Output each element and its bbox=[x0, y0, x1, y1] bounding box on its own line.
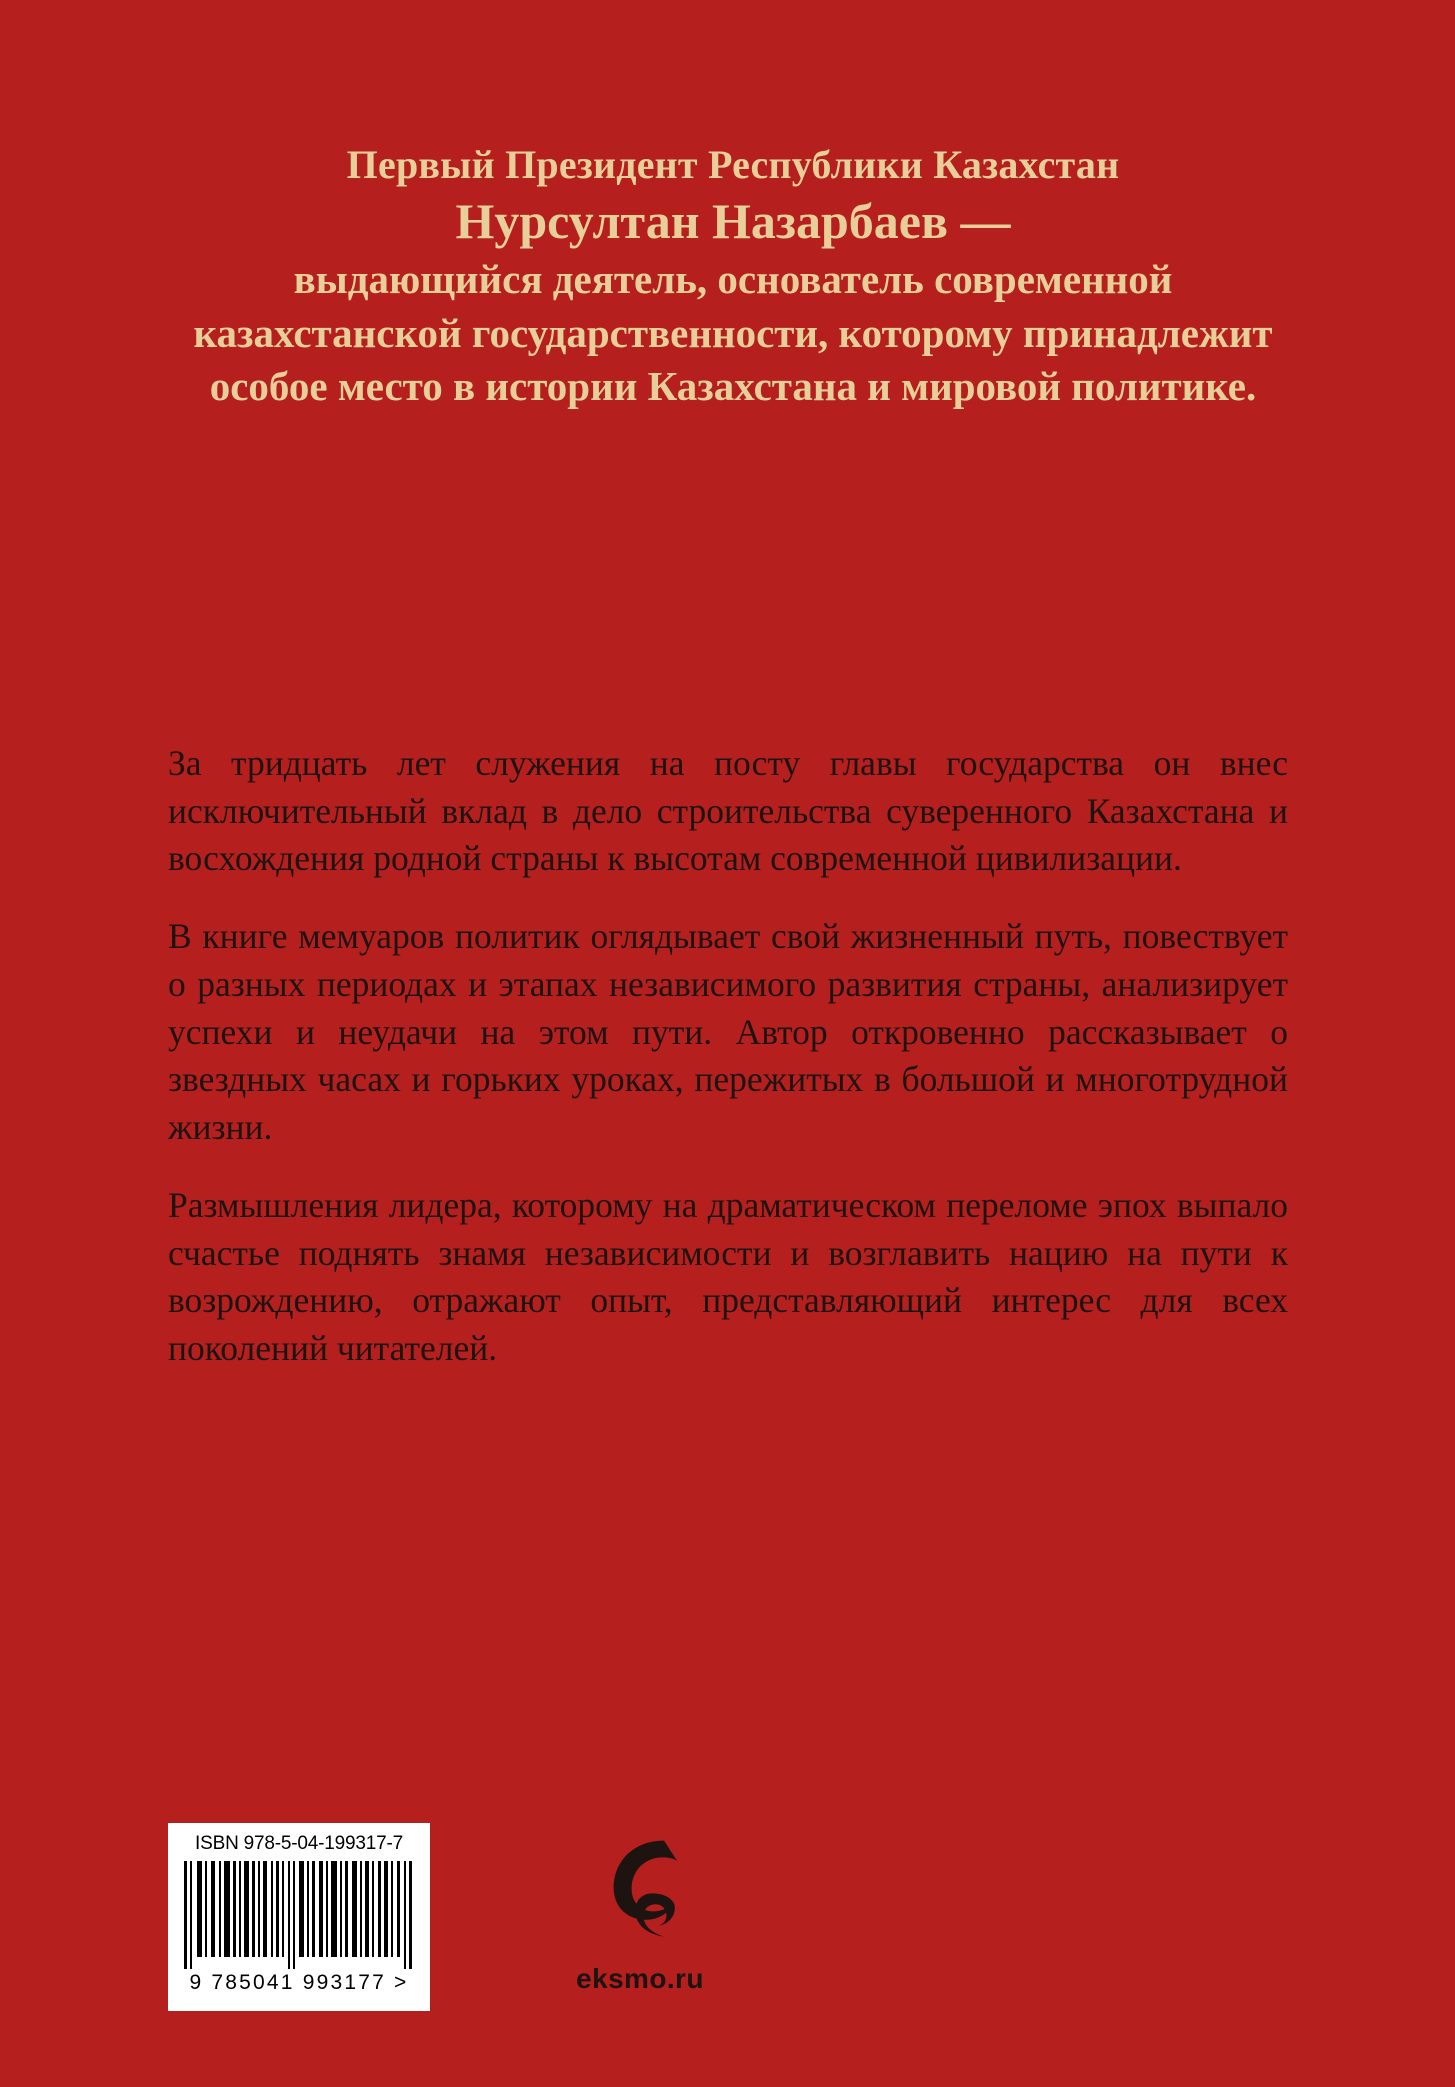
barcode-icon bbox=[178, 1861, 420, 1969]
headline-block bbox=[178, 142, 1288, 413]
publisher-name: eksmo.ru bbox=[576, 1963, 704, 1994]
publisher-block bbox=[510, 1831, 770, 1995]
headline-line-1: Первый Президент Республики Казахстан bbox=[346, 142, 1120, 187]
headline-line-3: выдающийся деятель, основатель современной казахстанской государственности, которому принадлежит особое место в истории Казахстана и мировой политике. bbox=[193, 256, 1273, 409]
isbn-barcode-block bbox=[168, 1823, 430, 2011]
blurb-paragraph-1: За тридцать лет служения на посту главы государства он внес исключительный вклад в дело строительства суверенного Казахстана и восхождения родной страны к высотам современной цивилизации. bbox=[168, 743, 1288, 879]
isbn-text: ISBN 978-5-04-199317-7 bbox=[195, 1833, 403, 1854]
cover-footer bbox=[168, 1823, 1288, 2013]
eksmo-logo-icon bbox=[580, 1831, 700, 1951]
blurb-paragraph-2: В книге мемуаров политик оглядывает свой жизненный путь, повествует о разных периодах и этапах независимого развития страны, анализирует успехи и неудачи на этом пути. Автор откровенно рассказывает о звездных часах и горьких уроках, пережитых в большой и многотрудной жизни. bbox=[168, 916, 1288, 1148]
blurb-paragraph-3: Размышления лидера, которому на драматическом переломе эпох выпало счастье поднять знамя независимости и возглавить нацию на пути к возрождению, отражают опыт, представляющий интерес для всех поколений читателей. bbox=[168, 1184, 1288, 1369]
barcode-digits: 9 785041 993177 > bbox=[189, 1971, 409, 1994]
blurb-block bbox=[168, 740, 1288, 1373]
headline-line-2: Нурсултан Назарбаев — bbox=[455, 193, 1011, 250]
